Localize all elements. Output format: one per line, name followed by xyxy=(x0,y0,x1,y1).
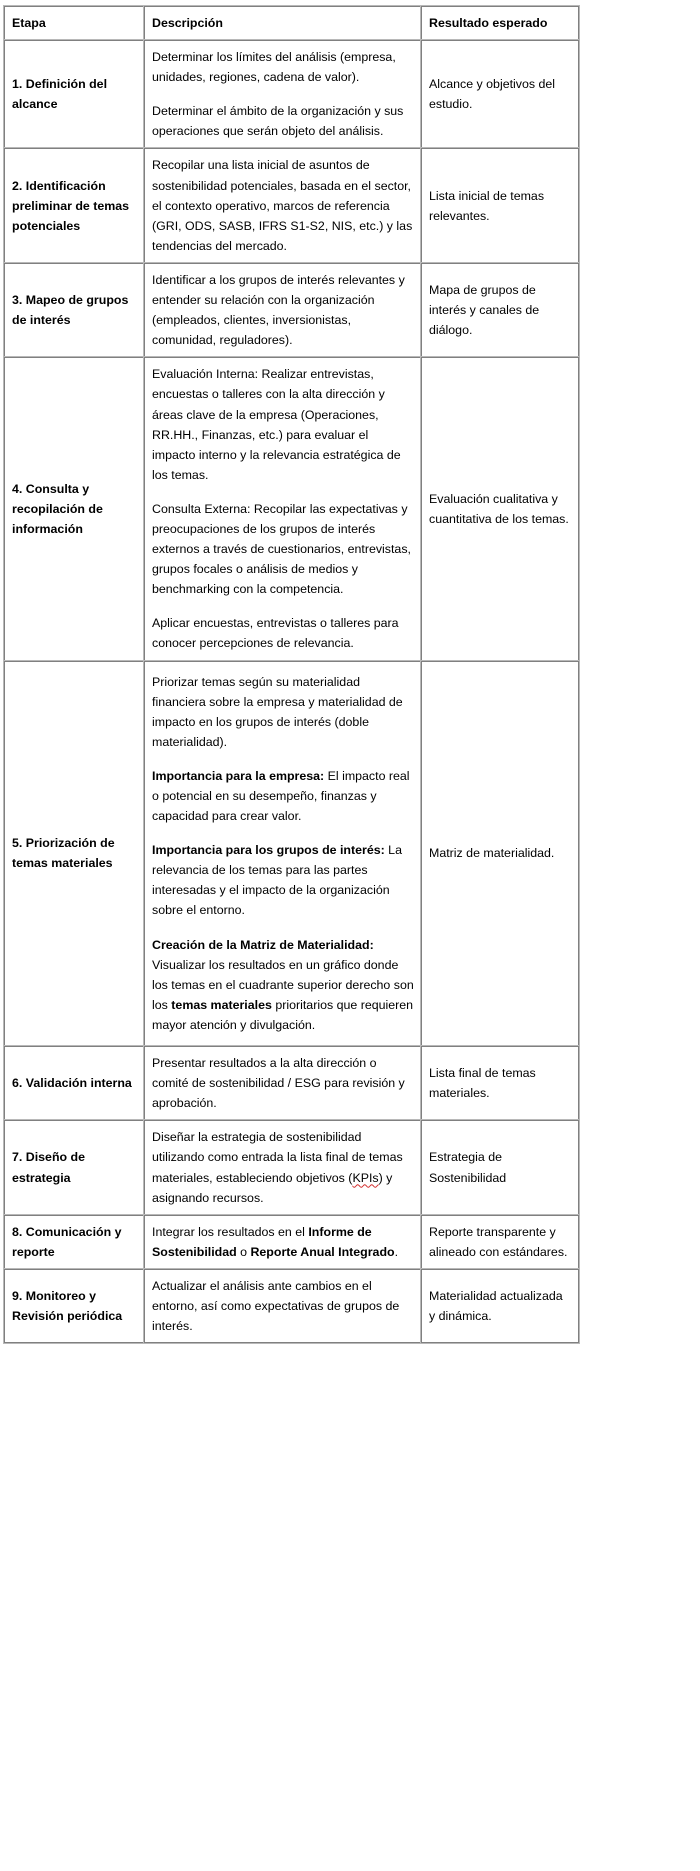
description-cell xyxy=(144,148,421,262)
materiality-process-table xyxy=(4,6,579,1343)
stage-name-cell: 7. Diseño de estrategia xyxy=(4,1120,144,1214)
table-body xyxy=(4,40,579,1343)
expected-result-cell: Lista final de temas materiales. xyxy=(421,1046,579,1120)
expected-result-cell: Lista inicial de temas relevantes. xyxy=(421,148,579,262)
text-run: El impacto real o potencial en su desempeño, finanzas y capacidad para crear valor. xyxy=(152,768,410,824)
text-run: Diseñar la estrategia de sostenibilidad utilizando como entrada la lista final de temas materiales, estableciendo objetivos ( xyxy=(152,1130,403,1185)
text-run: ) y asignando recursos. xyxy=(152,1170,393,1205)
description-cell xyxy=(144,1046,421,1120)
table-row xyxy=(4,357,579,660)
table-header xyxy=(4,6,579,40)
expected-result-cell: Materialidad actualizada y dinámica. xyxy=(421,1269,579,1343)
table-row xyxy=(4,148,579,262)
description-paragraph xyxy=(152,840,414,920)
stage-name-cell: 9. Monitoreo y Revisión periódica xyxy=(4,1269,144,1343)
stage-name-cell: 4. Consulta y recopilación de información xyxy=(4,357,144,660)
text-run: prioritarios que requieren mayor atención y divulgación. xyxy=(152,997,414,1032)
spellcheck-text-run: KPIs xyxy=(352,1170,379,1185)
table-row xyxy=(4,661,579,1047)
description-paragraph xyxy=(152,935,414,1035)
description-paragraph: Presentar resultados a la alta dirección o comité de sostenibilidad / ESG para revisión y aprobación. xyxy=(152,1056,405,1111)
stage-name-cell: 6. Validación interna xyxy=(4,1046,144,1120)
table-row xyxy=(4,1120,579,1214)
description-cell xyxy=(144,40,421,148)
column-header-resultado: Resultado esperado xyxy=(421,6,579,40)
stage-name-cell: 5. Priorización de temas materiales xyxy=(4,661,144,1047)
bold-text-run: Creación de la Matriz de Materialidad: xyxy=(152,937,374,952)
description-paragraph: Recopilar una lista inicial de asuntos de sostenibilidad potenciales, basada en el sector, el contexto operativo, marcos de referencia (GRI, ODS, SASB, IFRS S1-S2, NIS, etc.) y las tendencias del mercado. xyxy=(152,158,413,253)
description-cell xyxy=(144,661,421,1047)
text-run: Integrar los resultados en el xyxy=(152,1224,309,1239)
text-run: . xyxy=(394,1244,399,1259)
description-paragraph: Aplicar encuestas, entrevistas o talleres para conocer percepciones de relevancia. xyxy=(152,616,399,651)
description-cell xyxy=(144,1120,421,1214)
description-cell xyxy=(144,1215,421,1269)
text-run: La relevancia de los temas para las partes interesadas y el impacto de la organización sobre el entorno. xyxy=(152,843,402,918)
bold-text-run: Informe de Sostenibilidad xyxy=(152,1224,372,1259)
expected-result-cell: Mapa de grupos de interés y canales de diálogo. xyxy=(421,263,579,357)
bold-text-run: Importancia para la empresa: xyxy=(152,768,325,783)
table-row xyxy=(4,1269,579,1343)
stage-name-cell: 8. Comunicación y reporte xyxy=(4,1215,144,1269)
description-paragraph: Determinar el ámbito de la organización y sus operaciones que serán objeto del análisis. xyxy=(152,104,404,139)
table-header-row xyxy=(4,6,579,40)
table-row xyxy=(4,263,579,357)
stage-name-cell: 2. Identificación preliminar de temas potenciales xyxy=(4,148,144,262)
bold-text-run: Reporte Anual Integrado xyxy=(250,1244,395,1259)
description-cell xyxy=(144,263,421,357)
bold-text-run: Importancia para los grupos de interés: xyxy=(152,843,385,858)
description-cell xyxy=(144,357,421,660)
description-paragraph: Determinar los límites del análisis (empresa, unidades, regiones, cadena de valor). xyxy=(152,50,396,85)
description-paragraph: Identificar a los grupos de interés relevantes y entender su relación con la organización (empleados, clientes, inversionistas, comunidad, reguladores). xyxy=(152,272,405,348)
table-row xyxy=(4,40,579,148)
description-paragraph xyxy=(152,672,414,752)
text-run: Priorizar temas según su materialidad financiera sobre la empresa y materialidad de impacto en los grupos de interés (doble materialidad). xyxy=(152,674,403,749)
text-run: Visualizar los resultados en un gráfico donde los temas en el cuadrante superior derecho son los xyxy=(152,957,414,1012)
description-paragraph xyxy=(152,1222,414,1262)
stage-name-cell: 1. Definición del alcance xyxy=(4,40,144,148)
description-paragraph xyxy=(152,1127,414,1207)
description-paragraph: Evaluación Interna: Realizar entrevistas, encuestas o talleres con la alta dirección y áreas clave de la empresa (Operaciones, RR.HH., Finanzas, etc.) para evaluar el impacto interno y la relevancia estratégica de los temas. xyxy=(152,367,401,482)
description-paragraph: Consulta Externa: Recopilar las expectativas y preocupaciones de los grupos de interés externos a través de cuestionarios, entrevistas, grupos focales o análisis de medios y benchmarking con la competencia. xyxy=(152,501,411,597)
description-paragraph: Actualizar el análisis ante cambios en el entorno, así como expectativas de grupos de interés. xyxy=(152,1278,400,1334)
column-header-descripcion: Descripción xyxy=(144,6,421,40)
expected-result-cell: Matriz de materialidad. xyxy=(421,661,579,1047)
text-run: o xyxy=(236,1244,251,1259)
table-row xyxy=(4,1215,579,1269)
table-row xyxy=(4,1046,579,1120)
expected-result-cell: Reporte transparente y alineado con estándares. xyxy=(421,1215,579,1269)
description-cell xyxy=(144,1269,421,1343)
description-paragraph xyxy=(152,766,414,826)
expected-result-cell: Alcance y objetivos del estudio. xyxy=(421,40,579,148)
stage-name-cell: 3. Mapeo de grupos de interés xyxy=(4,263,144,357)
expected-result-cell: Estrategia de Sostenibilidad xyxy=(421,1120,579,1214)
bold-text-run: temas materiales xyxy=(171,997,272,1012)
column-header-etapa: Etapa xyxy=(4,6,144,40)
expected-result-cell: Evaluación cualitativa y cuantitativa de los temas. xyxy=(421,357,579,660)
